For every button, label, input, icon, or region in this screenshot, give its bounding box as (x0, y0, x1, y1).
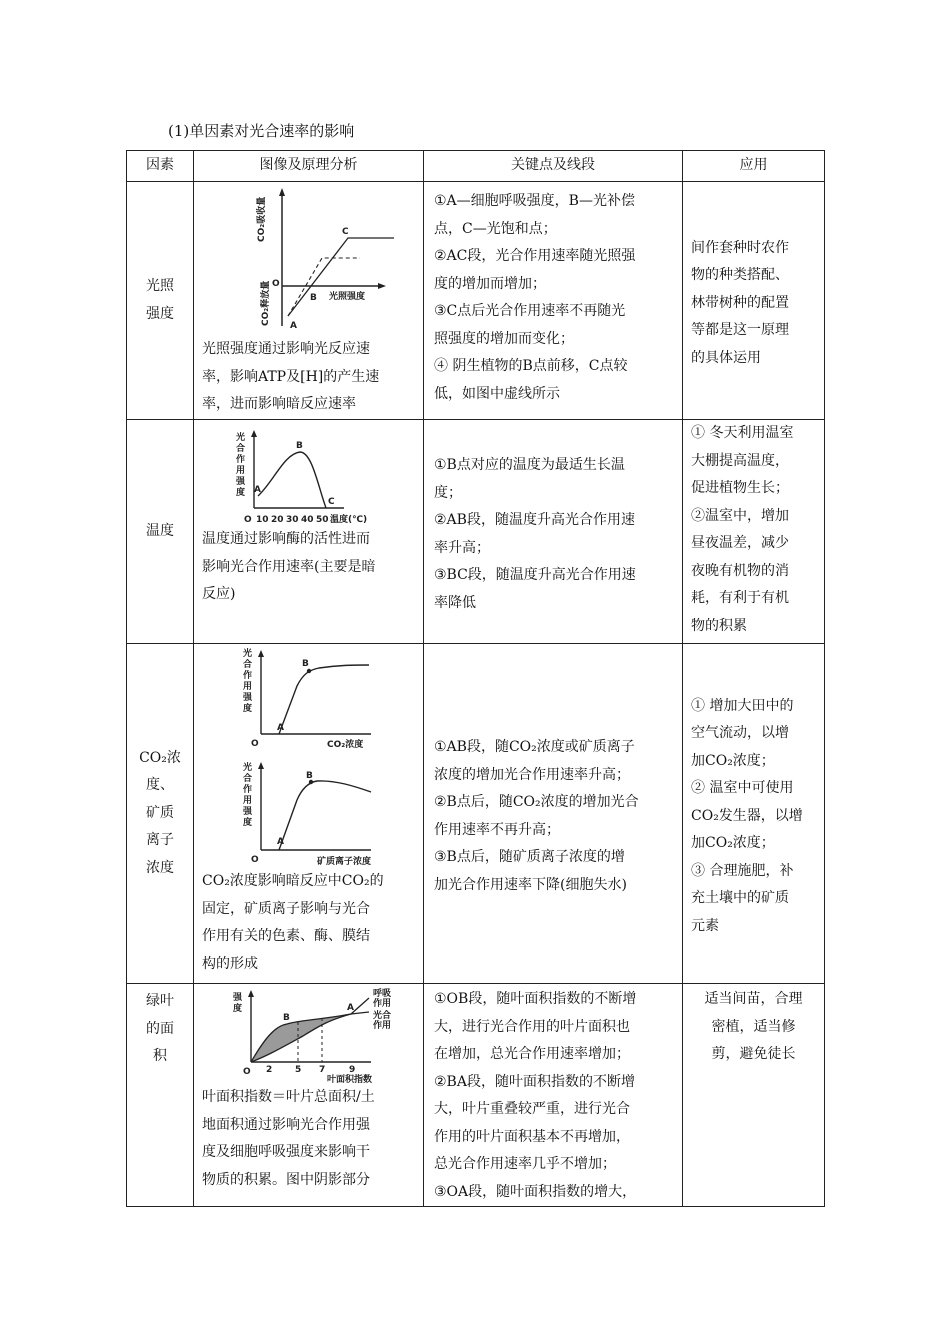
svg-text:7: 7 (318, 1065, 325, 1075)
graph-cell-temperature (194, 420, 424, 644)
svg-text:度: 度 (242, 818, 252, 828)
svg-text:用: 用 (242, 682, 252, 692)
svg-text:O: O (243, 515, 252, 525)
svg-text:强: 强 (235, 477, 245, 487)
svg-text:O: O (250, 739, 259, 749)
mineral-graph (239, 756, 379, 868)
svg-text:度: 度 (242, 704, 252, 714)
svg-text:C: C (327, 497, 335, 507)
svg-text:B: B (301, 659, 309, 669)
svg-text:度: 度 (235, 488, 245, 498)
svg-text:A: A (253, 485, 261, 495)
y-label (235, 431, 246, 498)
principle-line: CO₂浓度影响暗反应中CO₂的 (202, 873, 384, 889)
factor-light: 光照 强度 (127, 182, 194, 420)
svg-text:光合: 光合 (372, 1011, 391, 1021)
svg-text:作用: 作用 (372, 999, 391, 1009)
factor-temperature: 温度 (127, 420, 194, 644)
graph-cell-light (194, 182, 424, 420)
co2-graph (239, 646, 379, 750)
y-label (242, 761, 253, 828)
svg-text:叶面积指数: 叶面积指数 (326, 1075, 372, 1084)
principle-line: 固定，矿质离子影响与光合 (202, 900, 370, 917)
table-row-temperature (127, 420, 825, 644)
svg-text:2: 2 (265, 1065, 272, 1075)
svg-text:20: 20 (270, 515, 284, 525)
svg-text:作: 作 (242, 671, 252, 681)
svg-text:30: 30 (285, 515, 299, 525)
svg-text:CO₂浓度: CO₂浓度 (326, 740, 363, 750)
svg-text:合: 合 (242, 660, 252, 670)
svg-text:B: B (295, 441, 303, 451)
principle-line: 反应) (202, 586, 236, 602)
svg-text:作: 作 (235, 455, 245, 465)
svg-text:O: O (250, 855, 259, 865)
svg-text:用: 用 (242, 796, 252, 806)
svg-text:合: 合 (235, 444, 245, 454)
principle-line: 度及细胞呼吸强度来影响干 (202, 1144, 370, 1160)
svg-text:C: C (341, 227, 349, 237)
svg-text:作: 作 (242, 785, 252, 795)
factor-co2: CO₂浓 度、 矿质 离子 浓度 (127, 644, 194, 984)
principle-line: 率，进而影响暗反应速率 (202, 396, 356, 412)
principle-line: 光照强度通过影响光反应速 (202, 341, 370, 357)
svg-text:A: A (346, 1003, 354, 1013)
header-keypoints: 关键点及线段 (424, 151, 683, 182)
header-application: 应用 (683, 151, 825, 182)
svg-text:强: 强 (242, 693, 252, 703)
svg-text:O: O (242, 1067, 251, 1077)
graph-cell-leaf-area (194, 984, 424, 1207)
svg-text:光: 光 (235, 433, 245, 443)
svg-text:10: 10 (255, 515, 269, 525)
svg-text:B: B (282, 1013, 290, 1023)
keypoints-leaf-area: ①OB段，随叶面积指数的不断增 大，进行光合作用的叶片面积也 在增加，总光合作用速率增加； ②BA段，随叶面积指数的不断增 大，叶片重叠较严重，进行光合 作用的叶片面积基本不再增加， 总光合作用速率几乎不增加； ③OA段，随叶面积指数的增大， (424, 984, 683, 1207)
keypoints-temperature: ①B点对应的温度为最适生长温 度； ②AB段，随温度升高光合作用速 率升高； ③BC段，随温度升高光合作用速 率降低 (424, 420, 683, 644)
principle-line: 率，影响ATP及[H]的产生速 (202, 368, 380, 385)
svg-text:A: A (289, 321, 297, 331)
principle-line: 温度通过影响酶的活性进而 (202, 531, 370, 547)
table-header-row (127, 151, 825, 182)
y-label (242, 647, 253, 714)
svg-text:光照强度: 光照强度 (328, 292, 365, 302)
graph-cell-co2 (194, 644, 424, 984)
application-temperature: ① 冬天利用温室 大棚提高温度， 促进植物生长； ②温室中，增加 昼夜温差，减少 夜晚有机物的消 耗，有利于有机 物的积累 (683, 420, 825, 644)
svg-text:光: 光 (242, 649, 252, 659)
svg-text:呼吸: 呼吸 (372, 989, 391, 999)
svg-text:合: 合 (242, 774, 252, 784)
svg-text:B: B (305, 771, 313, 781)
header-graph: 图像及原理分析 (194, 151, 424, 182)
svg-text:CO₂吸收量: CO₂吸收量 (256, 196, 267, 242)
table-row-co2 (127, 644, 825, 984)
principle-line: 作用有关的色素、酶、膜结 (202, 928, 370, 944)
keypoints-light: ①A—细胞呼吸强度，B—光补偿 点，C—光饱和点； ②AC段，光合作用速率随光照强 度的增加而增加； ③C点后光合作用速率不再随光 照强度的增加而变化； ④ 阴生植物的B点前移，C点较 低，如图中虚线所示 (424, 182, 683, 420)
svg-text:矿质离子浓度: 矿质离子浓度 (316, 857, 371, 867)
principle-line: 物质的积累。图中阴影部分 (202, 1171, 370, 1188)
application-light: 间作套种时农作 物的种类搭配、 林带树种的配置 等都是这一原理 的具体运用 (683, 182, 825, 420)
svg-text:强: 强 (232, 993, 242, 1003)
factor-table (126, 150, 825, 1207)
svg-text:50: 50 (315, 515, 329, 525)
svg-text:光: 光 (242, 763, 252, 773)
svg-text:5: 5 (294, 1065, 301, 1075)
svg-text:9: 9 (348, 1065, 355, 1075)
table-row-light (127, 182, 825, 420)
application-leaf-area: 适当间苗，合理 密植，适当修 剪，避免徒长 (683, 984, 825, 1207)
svg-text:温度(℃): 温度(℃) (329, 515, 367, 525)
svg-text:O: O (271, 279, 280, 289)
svg-text:用: 用 (235, 466, 245, 476)
principle-line: 构的形成 (202, 955, 258, 972)
section-heading: (1)单因素对光合速率的影响 (168, 122, 355, 140)
svg-text:A: A (276, 723, 284, 733)
svg-text:B: B (309, 293, 317, 303)
principle-line: 影响光合作用速率(主要是暗 (202, 558, 376, 575)
table-row-leaf-area (127, 984, 825, 1207)
temperature-graph (234, 426, 384, 526)
svg-text:A: A (276, 837, 284, 847)
light-graph (224, 188, 394, 336)
keypoints-co2: ①AB段，随CO₂浓度或矿质离子 浓度的增加光合作用速率升高； ②B点后，随CO₂浓度的增加光合 作用速率不再升高； ③B点后，随矿质离子浓度的增 加光合作用速率下降(细胞失水) (424, 644, 683, 984)
factor-leaf-area: 绿叶 的面 积 (127, 984, 194, 1207)
principle-line: 叶面积指数＝叶片总面积/土 (202, 1089, 375, 1105)
principle-line: 地面积通过影响光合作用强 (202, 1116, 370, 1133)
svg-text:CO₂释放量: CO₂释放量 (260, 280, 271, 326)
svg-text:40: 40 (300, 515, 314, 525)
leaf-area-graph (219, 986, 399, 1084)
svg-text:度: 度 (232, 1004, 242, 1014)
header-factor: 因素 (127, 151, 194, 182)
application-co2: ① 增加大田中的 空气流动，以增 加CO₂浓度； ② 温室中可使用 CO₂发生器，以增 加CO₂浓度； ③ 合理施肥，补 充土壤中的矿质 元素 (683, 644, 825, 984)
svg-text:作用: 作用 (372, 1021, 391, 1031)
svg-text:强: 强 (242, 807, 252, 817)
